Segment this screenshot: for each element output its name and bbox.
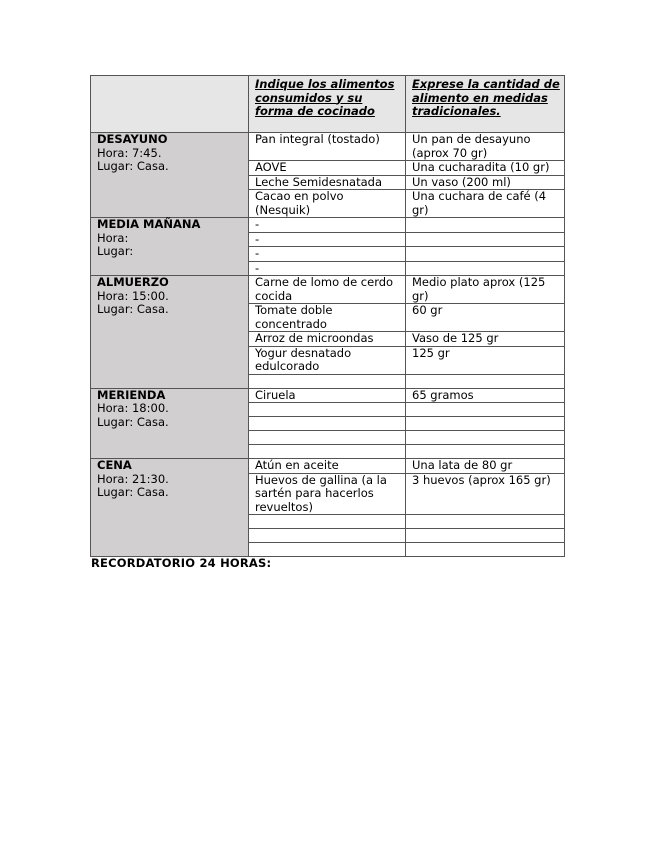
- food-cell: Carne de lomo de cerdo cocida: [249, 276, 406, 304]
- table-row: [91, 388, 565, 403]
- header-empty-cell: [91, 76, 249, 133]
- quantity-cell: [406, 247, 565, 262]
- header-quantity: Exprese la cantidad de alimento en medidas tradicionales.: [406, 76, 565, 133]
- quantity-cell: [406, 431, 565, 445]
- meal-lugar: Lugar:: [97, 244, 134, 258]
- quantity-cell: Una lata de 80 gr: [406, 459, 565, 474]
- meal-lugar: Lugar: Casa.: [97, 485, 169, 499]
- food-cell: [249, 515, 406, 529]
- meal-cell: [91, 218, 249, 276]
- quantity-cell: 125 gr: [406, 346, 565, 374]
- food-cell: Pan integral (tostado): [249, 133, 406, 161]
- meal-cell: [91, 459, 249, 557]
- meal-name: DESAYUNO: [97, 132, 168, 146]
- header-row: [91, 76, 565, 133]
- food-cell: Atún en aceite: [249, 459, 406, 474]
- food-cell: [249, 374, 406, 388]
- meal-hora: Hora: 18:00.: [97, 401, 169, 415]
- food-cell: Leche Semidesnatada: [249, 175, 406, 190]
- food-cell: Tomate doble concentrado: [249, 304, 406, 332]
- meal-hora: Hora:: [97, 230, 129, 245]
- meal-name: MERIENDA: [97, 387, 166, 402]
- food-cell: [249, 431, 406, 445]
- quantity-cell: [406, 232, 565, 247]
- food-cell: [249, 543, 406, 557]
- quantity-cell: 3 huevos (aprox 165 gr): [406, 473, 565, 515]
- food-cell: Ciruela: [249, 388, 406, 403]
- table-row: [91, 218, 565, 233]
- quantity-cell: [406, 543, 565, 557]
- quantity-cell: Una cucharadita (10 gr): [406, 161, 565, 176]
- quantity-cell: [406, 261, 565, 276]
- meal-lugar: Lugar: Casa.: [97, 159, 169, 173]
- quantity-cell: 65 gramos: [406, 388, 565, 403]
- meal-name: MEDIA MAÑANA: [97, 217, 201, 231]
- quantity-cell: Un pan de desayuno (aprox 70 gr): [406, 133, 565, 161]
- food-cell: Arroz de microondas: [249, 332, 406, 347]
- quantity-cell: Vaso de 125 gr: [406, 332, 565, 347]
- quantity-cell: Una cuchara de café (4 gr): [406, 190, 565, 218]
- quantity-cell: [406, 403, 565, 417]
- quantity-cell: [406, 374, 565, 388]
- food-cell: [249, 417, 406, 431]
- quantity-cell: Medio plato aprox (125 gr): [406, 276, 565, 304]
- quantity-cell: [406, 417, 565, 431]
- table-row: [91, 276, 565, 304]
- food-cell: [249, 529, 406, 543]
- food-cell: Huevos de gallina (a la sartén para hacerlos revueltos): [249, 473, 406, 515]
- food-cell: Cacao en polvo (Nesquik): [249, 190, 406, 218]
- food-cell: Yogur desnatado edulcorado: [249, 346, 406, 374]
- meal-hora: Hora: 15:00.: [97, 288, 169, 303]
- quantity-cell: Un vaso (200 ml): [406, 175, 565, 190]
- footer-title: RECORDATORIO 24 HORAS:: [91, 556, 272, 570]
- meal-lugar: Lugar: Casa.: [97, 414, 169, 429]
- food-cell: -: [249, 261, 406, 276]
- meal-hora: Hora: 7:45.: [97, 145, 162, 160]
- food-cell: [249, 445, 406, 459]
- food-cell: -: [249, 232, 406, 247]
- meal-name: ALMUERZO: [97, 275, 169, 289]
- quantity-cell: 60 gr: [406, 304, 565, 332]
- food-cell: -: [249, 218, 406, 233]
- food-cell: [249, 403, 406, 417]
- meal-lugar: Lugar: Casa.: [97, 302, 169, 316]
- recall-table: [90, 75, 565, 557]
- quantity-cell: [406, 218, 565, 233]
- meal-cell: [91, 388, 249, 459]
- food-cell: AOVE: [249, 161, 406, 176]
- meal-name: CENA: [97, 458, 132, 472]
- table-row: [91, 459, 565, 474]
- quantity-cell: [406, 445, 565, 459]
- meal-hora: Hora: 21:30.: [97, 471, 169, 486]
- header-foods: Indique los alimentos consumidos y su forma de cocinado: [249, 76, 406, 133]
- meal-cell: [91, 133, 249, 218]
- table-row: [91, 133, 565, 161]
- food-cell: -: [249, 247, 406, 262]
- meal-cell: [91, 276, 249, 389]
- quantity-cell: [406, 515, 565, 529]
- quantity-cell: [406, 529, 565, 543]
